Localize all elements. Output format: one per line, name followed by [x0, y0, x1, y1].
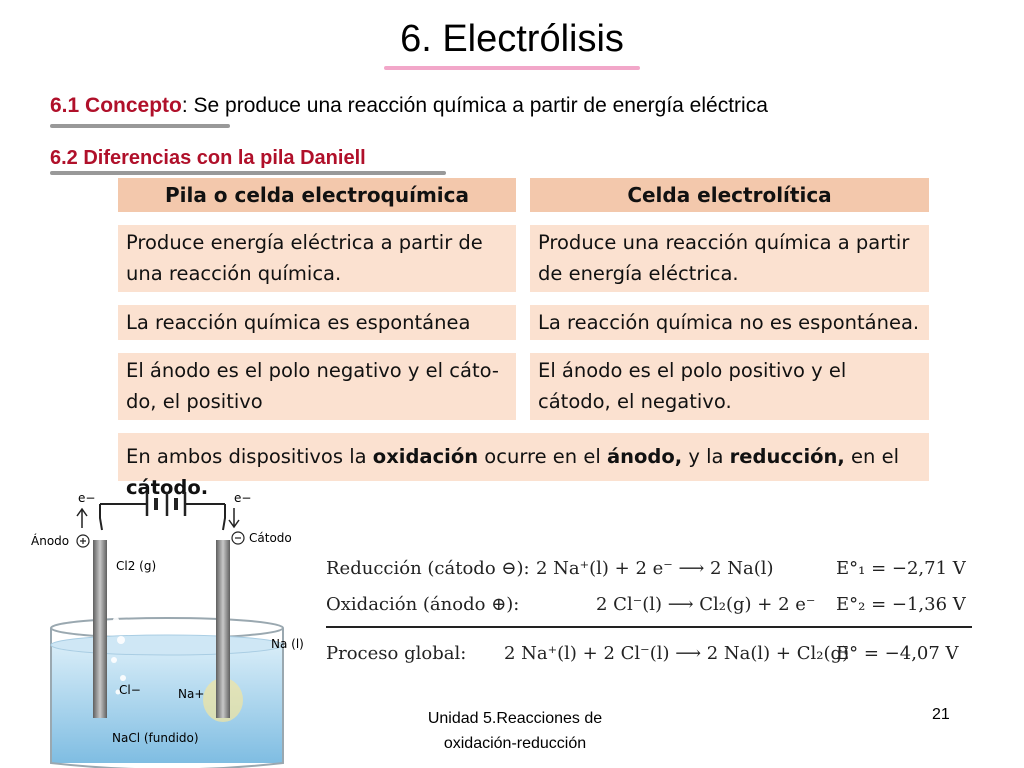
anode-electrode: [93, 540, 107, 718]
electron-right-label: e−: [234, 491, 252, 505]
footer-line-1: Unidad 5.Reacciones de: [427, 710, 603, 727]
note-bold: reducción,: [729, 445, 845, 468]
cathode-label: Cátodo: [249, 531, 292, 545]
equation-divider: [326, 626, 972, 628]
title-underline: [384, 66, 640, 70]
equation-reduction: [326, 558, 966, 579]
table-cell: La reacción química es espontánea: [118, 305, 516, 340]
concept-colon: :: [181, 94, 188, 117]
footer-line-2: oxidación-reducción: [443, 735, 587, 752]
battery-icon: [100, 492, 225, 516]
table-note: [118, 433, 929, 499]
gas-label: Cl2 (g): [116, 559, 157, 573]
electrolysis-cell-diagram: [20, 480, 320, 768]
note-text: en el: [844, 445, 900, 468]
sodium-label: Na (l): [271, 637, 304, 651]
equation-global: [326, 643, 959, 664]
differences-underline: [50, 171, 446, 175]
arrow-up-icon: [77, 509, 87, 528]
beaker: [51, 618, 283, 768]
anion-label: Cl−: [119, 683, 141, 697]
concept-text: Se produce una reacción química a partir de energía eléctrica: [187, 94, 768, 117]
concept-line: [50, 94, 768, 118]
note-text: y la: [682, 445, 730, 468]
footer-text: [380, 706, 650, 756]
table-cell: Produce una reacción química a partir de energía eléctrica.: [530, 225, 929, 292]
equation-expression: 2 Na⁺(l) + 2 e⁻ ⟶ 2 Na(l): [536, 558, 774, 579]
note-text: En ambos dispositivos la: [126, 445, 373, 468]
note-bold: cátodo.: [126, 476, 209, 499]
page-number: 21: [932, 706, 950, 723]
anode-label: Ánodo: [31, 534, 70, 548]
differences-heading: 6.2 Diferencias con la pila Daniell: [50, 147, 366, 169]
concept-label: 6.1 Concepto: [50, 94, 182, 117]
equation-expression: 2 Cl⁻(l) ⟶ Cl₂(g) + 2 e⁻: [596, 594, 816, 615]
table-cell: La reacción química no es espontánea.: [530, 305, 929, 340]
equation-label: Proceso global:: [326, 643, 467, 664]
note-text: ocurre en el: [478, 445, 607, 468]
slide-title: 6. Electrólisis: [400, 18, 624, 60]
equation-potential: E° = −4,07 V: [836, 643, 959, 664]
table-header-galvanic: Pila o celda electroquímica: [118, 178, 516, 212]
arrow-down-icon: [229, 508, 239, 527]
equation-potential: E°₂ = −1,36 V: [836, 594, 966, 615]
cation-label: Na+: [178, 687, 205, 701]
note-bold: oxidación: [372, 445, 479, 468]
equation-oxidation: [326, 594, 966, 615]
table-cell: El ánodo es el polo negativo y el cáto-do, el positivo: [118, 353, 516, 420]
circuit-wire: [100, 504, 225, 530]
equation-label: Reducción (cátodo ⊖):: [326, 558, 530, 579]
electron-left-label: e−: [78, 491, 96, 505]
table-cell: Produce energía eléctrica a partir de una reacción química.: [118, 225, 516, 292]
table-cell: El ánodo es el polo positivo y el cátodo, el negativo.: [530, 353, 929, 420]
table-header-electrolytic: Celda electrolítica: [530, 178, 929, 212]
concept-underline: [50, 124, 230, 128]
note-bold: ánodo,: [606, 445, 683, 468]
equation-label: Oxidación (ánodo ⊕):: [326, 594, 520, 615]
electrolyte-label: NaCl (fundido): [112, 731, 199, 745]
equation-expression: 2 Na⁺(l) + 2 Cl⁻(l) ⟶ 2 Na(l) + Cl₂(g): [504, 643, 850, 664]
equation-potential: E°₁ = −2,71 V: [836, 558, 966, 579]
